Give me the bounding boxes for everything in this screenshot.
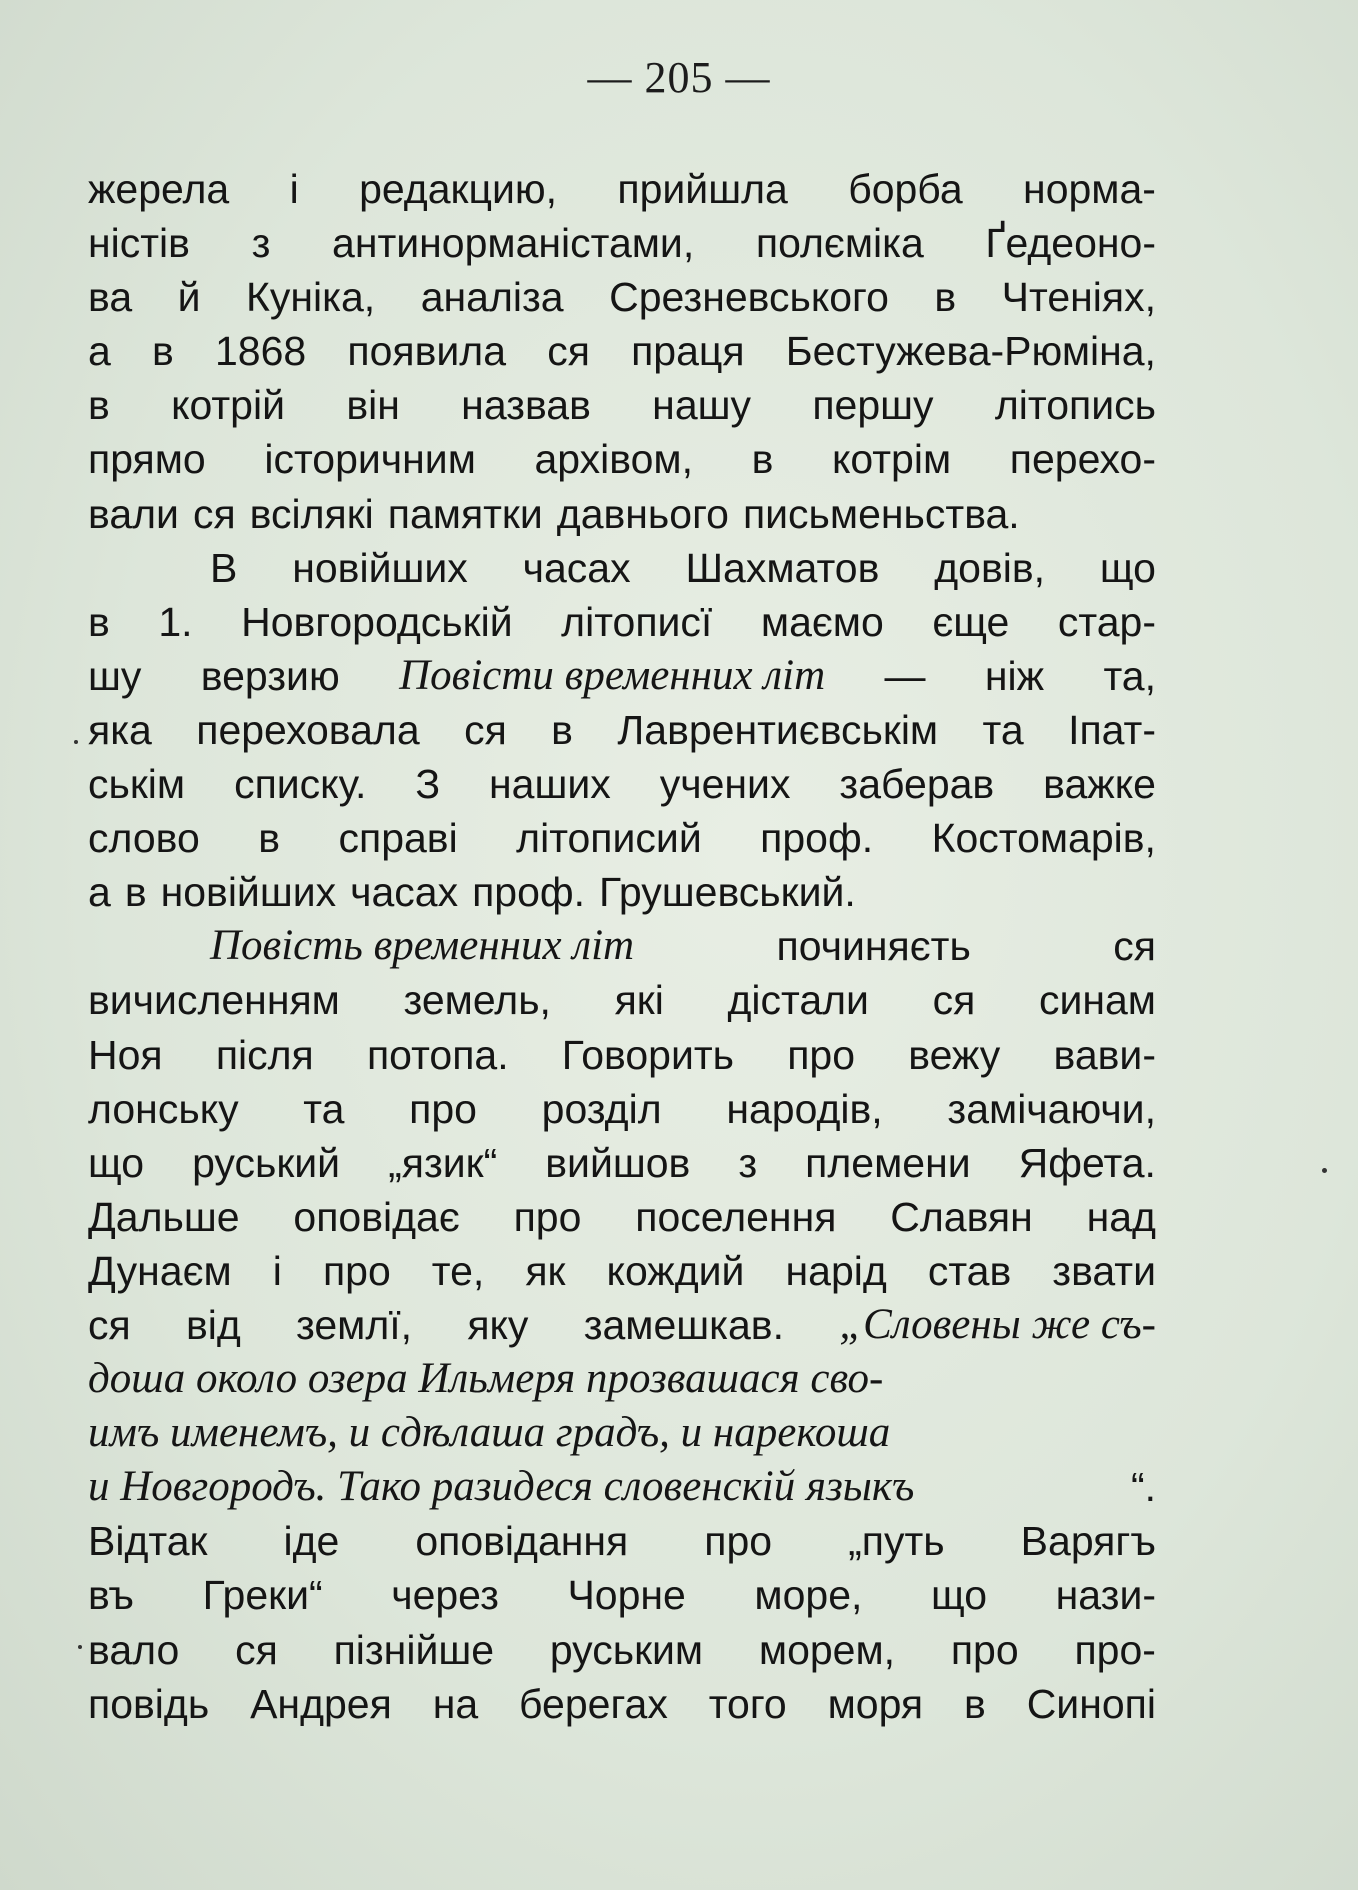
text-line — [88, 1406, 1156, 1460]
word: письменьства. — [742, 490, 1020, 537]
word: ся — [1113, 923, 1156, 970]
word: звати — [1052, 1247, 1156, 1294]
text-line — [88, 1136, 1156, 1190]
word: вийшов — [545, 1139, 691, 1186]
word: Новгородській — [241, 598, 513, 645]
word: і — [272, 1247, 282, 1294]
word: Яфета. — [1018, 1139, 1156, 1186]
word: Ноя — [88, 1031, 163, 1078]
text-line — [88, 973, 1156, 1027]
word: він — [346, 382, 400, 429]
word: синам — [1038, 977, 1156, 1024]
print-speck — [78, 1645, 82, 1649]
word: а — [88, 869, 111, 916]
italic-quote: Повість временних літ — [210, 922, 635, 970]
text-line — [88, 1677, 1156, 1731]
word: слово — [88, 815, 200, 862]
word: морем, — [758, 1626, 896, 1673]
word: Славян — [890, 1193, 1033, 1240]
word: появила — [347, 328, 506, 375]
word: в — [152, 328, 174, 375]
word: ся — [88, 1301, 131, 1348]
word: “. — [1130, 1464, 1156, 1511]
word: про — [787, 1031, 856, 1078]
word: замешкав. — [583, 1301, 784, 1348]
word: в — [88, 382, 110, 429]
word: й — [177, 274, 201, 321]
text-line — [88, 432, 1156, 486]
word: въ — [88, 1572, 135, 1619]
word: ся — [235, 1626, 278, 1673]
word: довів, — [934, 544, 1046, 591]
word: в — [124, 869, 147, 916]
word: вали — [88, 490, 179, 537]
text-line — [88, 1623, 1156, 1677]
italic-quote: доша около озера Ильмеря прозвашася сво- — [88, 1355, 884, 1403]
text-line — [88, 649, 1156, 703]
word: потопа. — [366, 1031, 509, 1078]
word: Куніка, — [246, 274, 376, 321]
word: і — [289, 166, 299, 212]
word: на — [432, 1680, 479, 1727]
word: в — [964, 1680, 986, 1727]
word: в — [751, 436, 774, 483]
word: нашу — [652, 382, 752, 429]
word: замічаючи, — [947, 1085, 1156, 1132]
text-line — [88, 1460, 1156, 1514]
word: повідь — [88, 1680, 210, 1727]
page-number: — 205 — — [587, 53, 771, 102]
word: аналіза — [420, 274, 564, 321]
word: від — [185, 1301, 241, 1348]
text-line — [88, 541, 1156, 595]
word: з — [738, 1139, 758, 1186]
word: учених — [659, 761, 791, 808]
word: З — [415, 761, 441, 808]
word: народів, — [726, 1085, 883, 1132]
italic-quote: „Словены же съ- — [839, 1300, 1156, 1348]
word: вало — [88, 1626, 180, 1673]
word: які — [614, 977, 664, 1024]
text-line — [88, 757, 1156, 811]
word: лонську — [88, 1085, 239, 1132]
body-text — [88, 162, 1156, 1731]
word: ніж — [984, 652, 1045, 699]
word: котрій — [171, 382, 285, 429]
word: розділ — [541, 1085, 662, 1132]
word: яка — [88, 706, 152, 753]
word: що — [931, 1572, 988, 1619]
text-line — [88, 1190, 1156, 1244]
word: Грушевський. — [599, 869, 856, 916]
word: справі — [338, 815, 458, 862]
text-line — [88, 1028, 1156, 1082]
word: списку. — [234, 761, 367, 808]
word: землї, — [296, 1301, 413, 1348]
word: часах — [522, 544, 631, 591]
word: редакцию, — [359, 166, 557, 212]
text-line — [88, 1244, 1156, 1298]
word: Бестужева-Рюміна, — [785, 328, 1156, 375]
word: норма- — [1023, 166, 1156, 212]
word: оповідання — [415, 1518, 629, 1565]
word: руським — [549, 1626, 704, 1673]
word: про — [513, 1193, 582, 1240]
text-line — [88, 1568, 1156, 1622]
word: ністів — [88, 220, 190, 267]
word: Греки“ — [202, 1572, 323, 1619]
word: Чтеніях, — [1001, 274, 1156, 321]
word: моря — [827, 1680, 924, 1727]
word: що — [88, 1139, 145, 1186]
word: нази- — [1055, 1572, 1156, 1619]
word: починяєть — [776, 923, 971, 970]
text-line — [88, 324, 1156, 378]
word: та — [303, 1085, 345, 1132]
word: давнього — [556, 490, 729, 537]
word: Відтак — [88, 1518, 208, 1565]
word: про — [409, 1085, 477, 1132]
word: племени — [805, 1139, 971, 1186]
word: кождий — [606, 1247, 745, 1294]
word: Срезневського — [609, 274, 889, 321]
italic-quote: имъ именемъ, и сдѣлаша градъ, и нарекоша — [88, 1409, 891, 1457]
word: праця — [631, 328, 745, 375]
word: 1. — [158, 598, 193, 645]
print-speck — [74, 740, 78, 744]
word: котрім — [831, 436, 952, 483]
word: що — [1099, 544, 1156, 591]
word: про — [322, 1247, 391, 1294]
word: 1868 — [214, 328, 307, 375]
print-speck — [1322, 1168, 1327, 1173]
word: стар- — [1057, 598, 1156, 645]
text-line — [88, 919, 1156, 973]
word: ся — [547, 328, 590, 375]
word: ва — [88, 274, 133, 321]
word: „путь — [848, 1518, 945, 1565]
word: про — [704, 1518, 773, 1565]
word: про — [950, 1626, 1019, 1673]
text-line — [88, 1514, 1156, 1568]
word: новійших — [160, 869, 337, 916]
word: руський — [192, 1139, 341, 1186]
word: поселення — [635, 1193, 837, 1240]
word: ськім — [88, 761, 186, 808]
word: іде — [283, 1518, 340, 1565]
word: про- — [1074, 1626, 1156, 1673]
word: В — [210, 544, 238, 591]
word: Костомарів, — [931, 815, 1156, 862]
word: Синопі — [1026, 1680, 1156, 1727]
word: вичисленням — [88, 977, 340, 1024]
word: часах — [350, 869, 459, 916]
word: літопись — [994, 382, 1156, 429]
text-line — [88, 595, 1156, 649]
word: нарід — [785, 1247, 887, 1294]
word: Лаврентиєвськім — [617, 706, 939, 753]
word: ся — [192, 490, 236, 537]
word: верзию — [200, 652, 340, 699]
word: архівом, — [534, 436, 693, 483]
word: оповідає — [293, 1193, 460, 1240]
word: памятки — [387, 490, 543, 537]
word: полєміка — [755, 220, 924, 267]
word: прийшла — [617, 166, 788, 212]
word: першу — [812, 382, 934, 429]
word: єще — [932, 598, 1010, 645]
word: Дунаєм — [88, 1247, 232, 1294]
word: назвав — [461, 382, 591, 429]
word: Ґедеоно- — [985, 220, 1156, 267]
text-line — [88, 378, 1156, 432]
word: важке — [1043, 761, 1156, 808]
word: море, — [754, 1572, 863, 1619]
word: переховала — [196, 706, 420, 753]
word: проф. — [472, 869, 586, 916]
text-line — [88, 1352, 1156, 1406]
word: прямо — [88, 436, 206, 483]
word: ся — [464, 706, 507, 753]
text-line — [88, 270, 1156, 324]
text-line — [88, 811, 1156, 865]
word: вежу — [908, 1031, 1001, 1078]
word: та, — [1103, 652, 1156, 699]
word: в — [88, 598, 110, 645]
word: історичним — [264, 436, 476, 483]
text-line — [88, 1298, 1156, 1352]
word: яку — [467, 1301, 529, 1348]
word: Дальше — [88, 1193, 240, 1240]
word: те, — [431, 1247, 485, 1294]
word: ся — [932, 977, 976, 1024]
word: всілякі — [249, 490, 374, 537]
word: борба — [848, 166, 963, 212]
word: Шахматов — [685, 544, 880, 591]
word: з — [251, 220, 271, 267]
word: земель, — [403, 977, 551, 1024]
text-line — [88, 703, 1156, 757]
word: антинорманістами, — [332, 220, 695, 267]
word: пізнійше — [333, 1626, 495, 1673]
text-line — [88, 1082, 1156, 1136]
word: а — [88, 328, 111, 375]
word: наших — [489, 761, 611, 808]
italic-quote: Повісти временних літ — [399, 651, 826, 699]
italic-quote: и Новгородъ. Тако разидеся словенскій языкъ — [88, 1463, 915, 1511]
word: — — [884, 652, 926, 699]
text-line — [88, 865, 1156, 919]
word: в — [934, 274, 957, 321]
word: дістали — [727, 977, 869, 1024]
word: як — [525, 1247, 566, 1294]
word: вави- — [1053, 1031, 1156, 1078]
word: Чорне — [567, 1572, 686, 1619]
word: став — [927, 1247, 1012, 1294]
word: та — [982, 706, 1024, 753]
word: літописї — [561, 598, 713, 645]
word: берегах — [519, 1680, 668, 1727]
word: новійших — [292, 544, 468, 591]
text-line — [88, 487, 1156, 541]
text-line — [88, 162, 1156, 216]
word: Варягъ — [1020, 1518, 1156, 1565]
word: жерела — [88, 166, 230, 212]
word: проф. — [760, 815, 874, 862]
word: шу — [88, 652, 142, 699]
word: маємо — [760, 598, 884, 645]
word: в — [551, 706, 573, 753]
word: літописий — [516, 815, 702, 862]
word: після — [215, 1031, 314, 1078]
word: перехо- — [1009, 436, 1156, 483]
word: того — [708, 1680, 787, 1727]
word: Говорить — [561, 1031, 735, 1078]
word: Іпат- — [1068, 706, 1156, 753]
word: над — [1086, 1193, 1156, 1240]
word: заберав — [839, 761, 995, 808]
text-line — [88, 216, 1156, 270]
word: через — [391, 1572, 499, 1619]
word: в — [258, 815, 281, 862]
word: Андрея — [250, 1680, 392, 1727]
word: „язик“ — [388, 1139, 498, 1186]
